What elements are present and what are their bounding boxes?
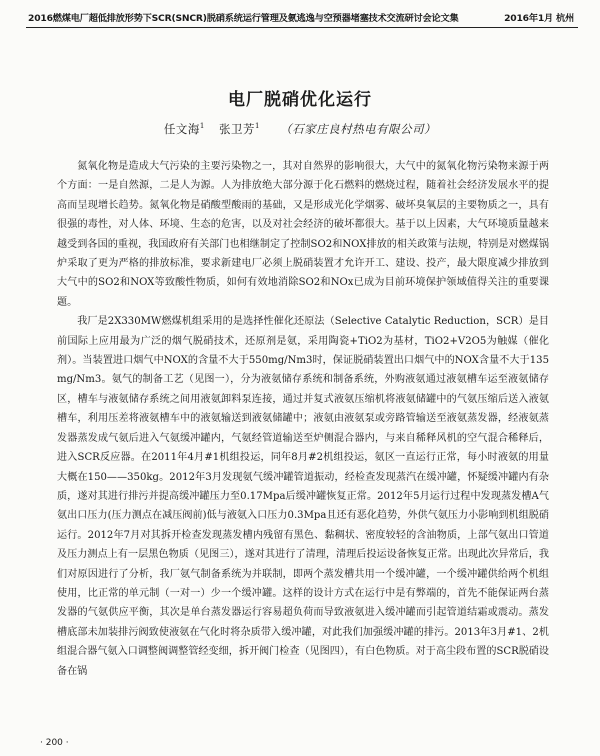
body-paragraph: 我厂是2X330MW燃煤机组采用的是选择性催化还原法（Selective Catalytic Reduction，SCR）是目前国际上应用最为广泛的烟气脱硝技术，还原剂是氨，采用陶瓷+TiO2为基材，TiO2+V2O5为触媒（催化剂）。当装置进口烟气中NOX的含量不大于550mg/Nm3时，保证脱硝装置出口烟气中的NOX含量不大于135mg/Nm3。氨气的制备工艺（见图一），分为液氨储存系统和制备系统，外购液氨通过液氨槽车运至液氨储存区，槽车与液氨储存系统之间用液氨卸料泵连接，通过并复式液氨压缩机将液氨储罐中的气氨压缩后送入液氨槽车，利用压差将液氨槽车中的液氨输送到液氨储罐中；液氨由液氨泵或旁路管输送至液氨蒸发器，经液氨蒸发器蒸发成气氨后进入气氨缓冲罐内，气氨经管道输送至炉侧混合器内，与来自稀释风机的空气混合稀释后，进入SCR反应器。在2011年4月#1机组投运，同年8月#2机组投运，氨区一直运行正常，每小时液氨的用量大概在150——350kg。2012年3月发现氨气缓冲罐管道振动，经检查发现蒸汽在缓冲罐，怀疑缓冲罐内有杂质，遂对其进行排污并提高缓冲罐压力至0.17Mpa后缓冲罐恢复正常。2012年5月运行过程中发现蒸发槽A气氨出口压力(压力测点在减压阀前)低与液氨入口压力0.3Mpa且还有恶化趋势，外供气氨压力小影响到机组脱硝运行。2012年7月对其拆开检查发现蒸发槽内残留有黑色、黏稠状、密度较轻的含油物质，上部气氨出口管道及压力测点上有一层黑色物质（见图三），遂对其进行了清理，清理后投运设备恢复正常。出现此次异常后，我们对原因进行了分析，我厂氨气制备系统为并联制，即两个蒸发槽共用一个缓冲罐，一个缓冲罐供给两个机组使用，比正常的单元制（一对一）少一个缓冲罐。这样的设计方式在运行中是有弊端的，首先不能保证两台蒸发器的气氨供应平衡，其次是单台蒸发器运行容易超负荷而导致液氨进入缓冲罐而引起管道结霜或震动。蒸发槽底部未加装排污阀致使液氨在气化时将杂质带入缓冲罐，对此我们加强缓冲罐的排污。2013年3月#1、2机组混合器气氨入口调整阀调整管经变细，拆开阀门检查（见图四），有白色物质。对于高尘段布置的SCR脱硝设备在锅 — [57, 316, 549, 677]
body-paragraph: 氮氧化物是造成大气污染的主要污染物之一，其对自然界的影响很大，大气中的氮氧化物污染物来源于两个方面：一是自然源，二是人为源。人为排放绝大部分源于化石燃料的燃烧过程，随着社会经济发展水平的提高而呈现增长趋势。氮氧化物是硝酸型酸雨的基础，又是形成光化学烟雾、破坏臭氧层的主要物质之一，具有很强的毒性，对人体、环境、生态的危害，以及对社会经济的破坏都很大。基于以上因素，大气环境质量越来越受到各国的重视，我国政府有关部门也相继制定了控制SO2和NOX排放的相关政策与法规，特别是对燃煤锅炉采取了更为严格的排放标准，要求新建电厂必须上脱硝装置才允许开工、建设、投产，最大限度减少排放到大气中的SO2和NOX等致酸性物质，如何有效地消除SO2和NOx已成为目前环境保护领域值得关注的重要课题。 — [57, 161, 549, 308]
author-line — [0, 121, 600, 137]
author-name: 张卫芳 — [219, 122, 255, 136]
author-affiliation-mark: 1 — [255, 122, 260, 131]
running-head — [28, 10, 574, 24]
running-head-conference: 2016燃煤电厂超低排放形势下SCR(SNCR)脱硝系统运行管理及氨逃逸与空预器堵塞技术交流研讨会论文集 — [28, 13, 459, 24]
author-affiliation-mark: 1 — [199, 122, 205, 131]
page-number: · 200 · — [40, 738, 69, 748]
article-title: 电厂脱硝优化运行 — [228, 90, 372, 110]
author-name: 任文海 — [163, 122, 200, 136]
author-affiliation: （石家庄良村热电有限公司） — [280, 122, 437, 136]
header-divider — [26, 27, 578, 28]
running-head-date-place: 2016年1月 杭州 — [504, 13, 574, 24]
article-body — [57, 157, 549, 681]
